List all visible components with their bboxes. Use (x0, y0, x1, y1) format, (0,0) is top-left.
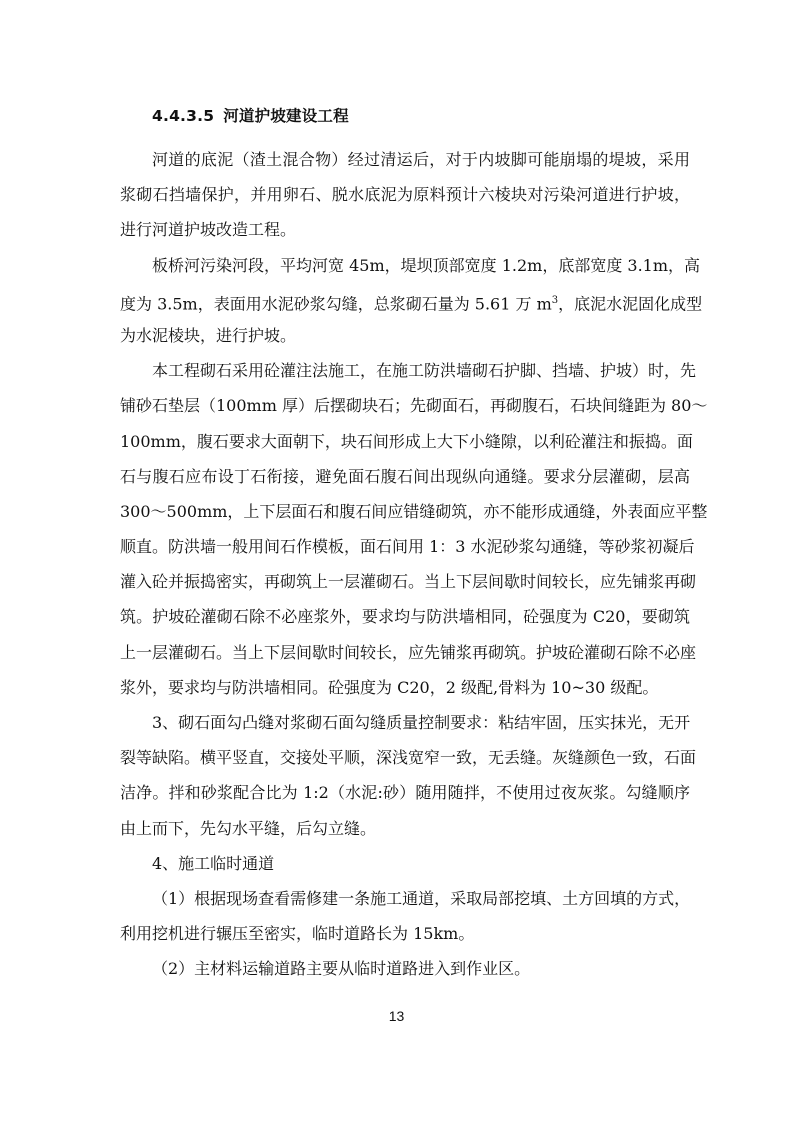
paragraph-1-line-2: 浆砌石挡墙保护，并用卵石、脱水底泥为原料预计六棱块对污染河道进行护坡， (120, 185, 690, 205)
page-number: 13 (388, 1008, 405, 1024)
paragraph-2-line-3: 为水泥棱块，进行护坡。 (120, 325, 297, 345)
paragraph-4-line-4: 由上而下，先勾水平缝，后勾立缝。 (120, 818, 377, 838)
section-heading (152, 104, 349, 126)
paragraph-3-line-10: 浆外，要求均与防洪墙相同。砼强度为 C20，2 级配,骨料为 10~30 级配。 (120, 677, 659, 697)
paragraph-3-line-9: 上一层灌砌石。当上下层间歇时间较长，应先铺浆再砌筑。护坡砼灌砌石除不必座 (120, 642, 697, 662)
paragraph-3-line-3: 100mm，腹石要求大面朝下，块石间形成上大下小缝隙，以利砼灌注和振捣。面 (120, 431, 693, 451)
paragraph-3-line-4: 石与腹石应布设丁石衔接，避免面石腹石间出现纵向通缝。要求分层灌砌，层高 (120, 466, 690, 486)
paragraph-6-line-1: （1）根据现场查看需修建一条施工通道，采取局部挖填、土方回填的方式， (152, 888, 691, 908)
paragraph-3-line-2: 铺砂石垫层（100mm 厚）后摆砌块石；先砌面石，再砌腹石，石块间缝距为 80～ (120, 396, 708, 416)
section-title: 河道护坡建设工程 (223, 107, 349, 125)
section-number: 4.4.3.5 (152, 107, 215, 125)
paragraph-2-line-2-text-b: ，底泥水泥固化成型 (558, 294, 703, 314)
paragraph-3-line-5: 300～500mm，上下层面石和腹石间应错缝砌筑，亦不能形成通缝，外表面应平整 (120, 501, 708, 521)
paragraph-4-line-3: 洁净。拌和砂浆配合比为 1:2（水泥:砂）随用随拌，不使用过夜灰浆。勾缝顺序 (120, 783, 690, 803)
paragraph-1-line-3: 进行河道护坡改造工程。 (120, 220, 297, 240)
paragraph-2-line-1: 板桥河污染河段，平均河宽 45m，堤坝顶部宽度 1.2m，底部宽度 3.1m，高 (152, 255, 701, 275)
paragraph-3-line-8: 筑。护坡砼灌砌石除不必座浆外，要求均与防洪墙相同，砼强度为 C20，要砌筑 (120, 607, 690, 627)
document-body (120, 142, 708, 987)
paragraph-6-line-2: 利用挖机进行辗压至密实，临时道路长为 15km。 (120, 924, 475, 944)
paragraph-4-line-1: 3、砌石面勾凸缝对浆砌石面勾缝质量控制要求：粘结牢固，压实抹光，无开 (152, 713, 691, 732)
paragraph-3-line-6: 顺直。防洪墙一般用间石作模板，面石间用 1：3 水泥砂浆勾通缝，等砂浆初凝后 (120, 537, 695, 557)
paragraph-2-line-2 (120, 283, 703, 318)
paragraph-3-line-1: 本工程砌石采用砼灌注法施工，在施工防洪墙砌石护脚、挡墙、护坡）时，先 (152, 361, 697, 381)
paragraph-3-line-7: 灌入砼并振捣密实，再砌筑上一层灌砌石。当上下层间歇时间较长，应先铺浆再砌 (120, 572, 697, 592)
paragraph-5-line-1: 4、施工临时通道 (152, 853, 275, 873)
paragraph-2-line-2-text-a: 度为 3.5m，表面用水泥砂浆勾缝，总浆砌石量为 5.61 万 m (120, 294, 552, 314)
paragraph-1-line-1: 河道的底泥（渣土混合物）经过清运后，对于内坡脚可能崩塌的堤坡，采用 (152, 150, 690, 169)
paragraph-7-line-1: （2）主材料运输道路主要从临时道路进入到作业区。 (152, 959, 531, 979)
superscript-cubic: 3 (551, 294, 559, 306)
paragraph-4-line-2: 裂等缺陷。横平竖直，交接处平顺，深浅宽窄一致，无丢缝。灰缝颜色一致，石面 (120, 748, 697, 768)
